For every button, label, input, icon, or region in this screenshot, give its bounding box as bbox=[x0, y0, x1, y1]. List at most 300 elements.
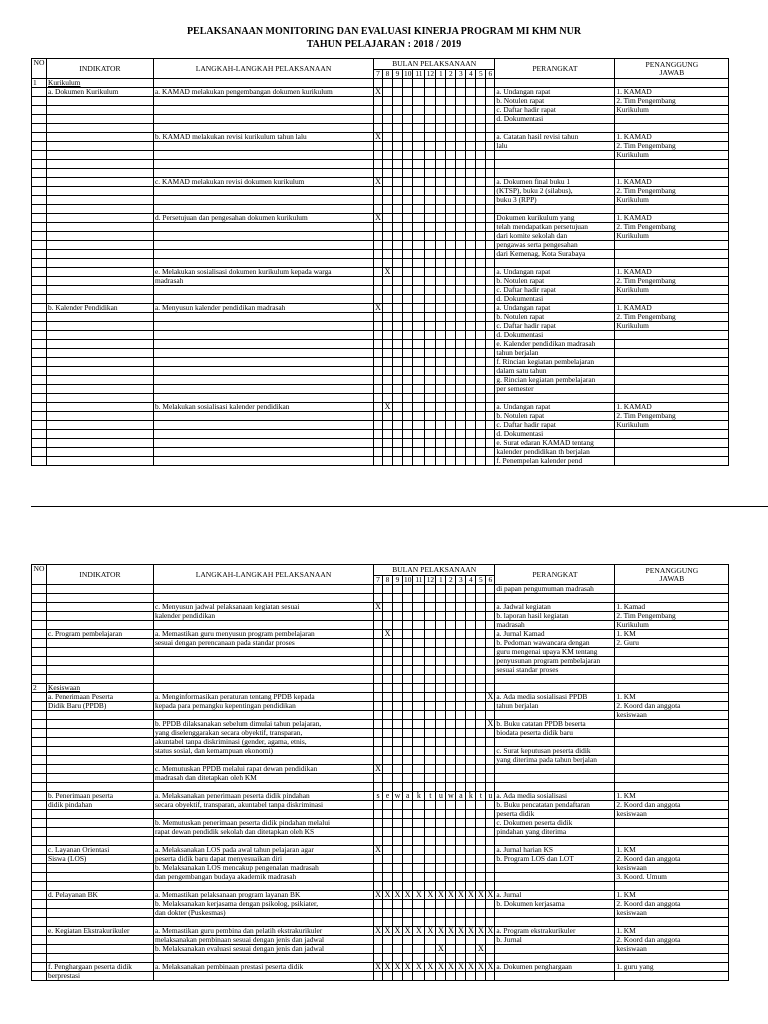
cell-perangkat bbox=[495, 873, 615, 882]
cell-month-mark bbox=[466, 810, 476, 819]
cell-penanggung-jawab bbox=[615, 729, 729, 738]
table-row bbox=[32, 882, 729, 891]
cell-month-mark bbox=[413, 612, 425, 621]
cell-month-mark bbox=[486, 259, 495, 268]
cell-month-mark bbox=[456, 882, 466, 891]
cell-month-mark bbox=[486, 801, 495, 810]
cell-month-mark bbox=[383, 151, 393, 160]
cell-month-mark bbox=[476, 765, 486, 774]
cell-month-mark bbox=[466, 187, 476, 196]
cell-month-mark bbox=[466, 286, 476, 295]
cell-langkah: b. Melaksanakan LOS mencakup pengenalan madrasah bbox=[154, 864, 374, 873]
cell-month-mark bbox=[425, 277, 436, 286]
cell-month-mark bbox=[446, 430, 456, 439]
cell-month-mark bbox=[466, 268, 476, 277]
cell-month-mark bbox=[456, 873, 466, 882]
cell-month-mark bbox=[393, 702, 403, 711]
cell-month-mark: X bbox=[476, 891, 486, 900]
cell-langkah bbox=[154, 585, 374, 594]
cell-month-mark bbox=[456, 349, 466, 358]
cell-month-mark bbox=[383, 88, 393, 97]
cell-month-mark bbox=[393, 909, 403, 918]
cell-month-mark bbox=[403, 124, 413, 133]
header-month: 8 bbox=[383, 576, 393, 585]
cell-month-mark bbox=[486, 954, 495, 963]
cell-month-mark bbox=[403, 214, 413, 223]
table-row bbox=[32, 828, 729, 837]
cell-month-mark bbox=[383, 954, 393, 963]
cell-month-mark bbox=[476, 412, 486, 421]
cell-month-mark bbox=[393, 205, 403, 214]
cell-month-mark bbox=[425, 882, 436, 891]
table-row bbox=[32, 594, 729, 603]
header-no: NO bbox=[32, 59, 47, 79]
cell-perangkat: b. Dokumen kerjasama bbox=[495, 900, 615, 909]
cell-month-mark bbox=[393, 846, 403, 855]
cell-month-mark bbox=[436, 115, 446, 124]
cell-langkah bbox=[154, 837, 374, 846]
cell-month-mark bbox=[403, 873, 413, 882]
cell-month-mark bbox=[425, 909, 436, 918]
cell-month-mark bbox=[413, 259, 425, 268]
cell-month-mark: X bbox=[425, 927, 436, 936]
cell-month-mark bbox=[456, 801, 466, 810]
cell-langkah bbox=[154, 259, 374, 268]
cell-month-mark bbox=[403, 241, 413, 250]
cell-month-mark bbox=[456, 268, 466, 277]
cell-month-mark bbox=[374, 151, 383, 160]
cell-month-mark: X bbox=[413, 963, 425, 972]
cell-no bbox=[32, 918, 47, 927]
cell-penanggung-jawab bbox=[615, 819, 729, 828]
cell-month-mark bbox=[383, 639, 393, 648]
cell-month-mark bbox=[486, 196, 495, 205]
cell-month-mark bbox=[374, 412, 383, 421]
cell-month-mark bbox=[446, 97, 456, 106]
cell-langkah bbox=[154, 594, 374, 603]
table-row bbox=[32, 837, 729, 846]
cell-month-mark bbox=[436, 594, 446, 603]
cell-month-mark bbox=[466, 855, 476, 864]
cell-month-mark bbox=[486, 783, 495, 792]
cell-month-mark bbox=[383, 972, 393, 981]
cell-month-mark bbox=[425, 133, 436, 142]
table-row bbox=[32, 684, 729, 693]
cell-month-mark bbox=[476, 367, 486, 376]
cell-month-mark bbox=[446, 855, 456, 864]
table-row bbox=[32, 918, 729, 927]
cell-month-mark bbox=[393, 124, 403, 133]
cell-month-mark: w bbox=[393, 792, 403, 801]
cell-month-mark bbox=[374, 376, 383, 385]
cell-month-mark bbox=[413, 819, 425, 828]
cell-penanggung-jawab: 1. KAMAD bbox=[615, 178, 729, 187]
cell-perangkat bbox=[495, 160, 615, 169]
cell-perangkat: a. Undangan rapat bbox=[495, 268, 615, 277]
cell-indikator bbox=[47, 711, 154, 720]
cell-month-mark bbox=[403, 639, 413, 648]
cell-month-mark: t bbox=[476, 792, 486, 801]
cell-month-mark bbox=[383, 756, 393, 765]
cell-langkah bbox=[154, 286, 374, 295]
cell-month-mark bbox=[393, 430, 403, 439]
cell-no bbox=[32, 358, 47, 367]
cell-month-mark bbox=[393, 648, 403, 657]
cell-month-mark bbox=[476, 936, 486, 945]
cell-month-mark bbox=[476, 639, 486, 648]
cell-indikator bbox=[47, 403, 154, 412]
cell-month-mark bbox=[393, 403, 403, 412]
cell-month-mark bbox=[374, 639, 383, 648]
cell-month-mark bbox=[425, 900, 436, 909]
cell-month-mark bbox=[425, 439, 436, 448]
table-row bbox=[32, 972, 729, 981]
cell-month-mark: X bbox=[375, 177, 381, 186]
cell-month-mark bbox=[476, 277, 486, 286]
cell-penanggung-jawab bbox=[615, 684, 729, 693]
cell-penanggung-jawab: 2. Tim Pengembang bbox=[615, 97, 729, 106]
cell-month-mark bbox=[456, 765, 466, 774]
cell-indikator: e. Kegiatan Ekstrakurikuler bbox=[47, 927, 154, 936]
cell-month-mark bbox=[403, 738, 413, 747]
cell-month-mark bbox=[486, 846, 495, 855]
cell-month-mark bbox=[436, 693, 446, 702]
cell-month-mark bbox=[446, 729, 456, 738]
cell-month-mark bbox=[476, 666, 486, 675]
cell-month-mark bbox=[413, 873, 425, 882]
cell-penanggung-jawab bbox=[615, 205, 729, 214]
cell-month-mark bbox=[425, 936, 436, 945]
table-row bbox=[32, 666, 729, 675]
cell-month-mark bbox=[425, 457, 436, 466]
cell-month-mark bbox=[413, 774, 425, 783]
cell-perangkat bbox=[495, 909, 615, 918]
cell-perangkat: g. Rincian kegiatan pembelajaran bbox=[495, 376, 615, 385]
cell-month-mark bbox=[456, 621, 466, 630]
cell-month-mark bbox=[403, 412, 413, 421]
cell-indikator bbox=[47, 115, 154, 124]
cell-month-mark bbox=[476, 738, 486, 747]
cell-no bbox=[32, 169, 47, 178]
cell-month-mark bbox=[425, 594, 436, 603]
cell-month-mark bbox=[403, 97, 413, 106]
cell-month-mark bbox=[436, 358, 446, 367]
cell-penanggung-jawab bbox=[615, 666, 729, 675]
cell-no bbox=[32, 160, 47, 169]
cell-indikator: didik pindahan bbox=[47, 801, 154, 810]
cell-month-mark bbox=[383, 412, 393, 421]
cell-month-mark bbox=[446, 268, 456, 277]
cell-penanggung-jawab bbox=[615, 747, 729, 756]
cell-month-mark bbox=[393, 837, 403, 846]
cell-month-mark bbox=[425, 124, 436, 133]
cell-month-mark bbox=[374, 205, 383, 214]
cell-month-mark bbox=[403, 819, 413, 828]
table-row bbox=[32, 457, 729, 466]
cell-no bbox=[32, 403, 47, 412]
cell-no bbox=[32, 963, 47, 972]
cell-perangkat: a. Undangan rapat bbox=[495, 304, 615, 313]
cell-month-mark bbox=[446, 412, 456, 421]
cell-perangkat: a. Jadwal kegiatan bbox=[495, 603, 615, 612]
cell-month-mark bbox=[393, 729, 403, 738]
cell-month-mark bbox=[446, 594, 456, 603]
cell-month-mark bbox=[403, 259, 413, 268]
cell-month-mark bbox=[413, 250, 425, 259]
cell-month-mark bbox=[413, 810, 425, 819]
cell-perangkat: penyusunan program pembelajaran bbox=[495, 657, 615, 666]
cell-month-mark bbox=[436, 430, 446, 439]
cell-no bbox=[32, 340, 47, 349]
cell-month-mark bbox=[413, 702, 425, 711]
cell-month-mark bbox=[374, 720, 383, 729]
cell-month-mark bbox=[403, 603, 413, 612]
cell-no bbox=[32, 259, 47, 268]
cell-month-mark bbox=[446, 765, 456, 774]
cell-month-mark: X bbox=[436, 927, 446, 936]
cell-month-mark bbox=[436, 340, 446, 349]
cell-month-mark bbox=[413, 918, 425, 927]
cell-perangkat: b. Buku pencatatan pendaftaran bbox=[495, 801, 615, 810]
cell-month-mark bbox=[383, 765, 393, 774]
cell-month-mark bbox=[466, 349, 476, 358]
cell-month-mark bbox=[486, 331, 495, 340]
cell-month-mark bbox=[466, 322, 476, 331]
cell-month-mark bbox=[446, 819, 456, 828]
cell-month-mark bbox=[393, 448, 403, 457]
cell-month-mark bbox=[374, 331, 383, 340]
cell-month-mark bbox=[446, 648, 456, 657]
cell-month-mark bbox=[403, 376, 413, 385]
cell-indikator bbox=[47, 729, 154, 738]
cell-no bbox=[32, 792, 47, 801]
cell-month-mark bbox=[456, 900, 466, 909]
cell-month-mark bbox=[383, 430, 393, 439]
cell-no bbox=[32, 972, 47, 981]
cell-month-mark bbox=[425, 106, 436, 115]
cell-indikator bbox=[47, 241, 154, 250]
cell-month-mark bbox=[374, 358, 383, 367]
cell-month-mark bbox=[456, 819, 466, 828]
cell-month-mark bbox=[374, 918, 383, 927]
cell-indikator bbox=[47, 250, 154, 259]
cell-month-mark bbox=[374, 385, 383, 394]
cell-penanggung-jawab bbox=[615, 160, 729, 169]
cell-no bbox=[32, 196, 47, 205]
cell-month-mark bbox=[436, 900, 446, 909]
cell-month-mark bbox=[486, 612, 495, 621]
cell-month-mark bbox=[436, 882, 446, 891]
table-row bbox=[32, 963, 729, 972]
cell-month-mark bbox=[476, 882, 486, 891]
cell-month-mark bbox=[466, 367, 476, 376]
cell-month-mark bbox=[456, 774, 466, 783]
cell-month-mark bbox=[403, 918, 413, 927]
cell-no bbox=[32, 367, 47, 376]
cell-month-mark bbox=[466, 79, 476, 88]
header-langkah: LANGKAH-LANGKAH PELAKSANAAN bbox=[154, 59, 374, 79]
cell-month-mark bbox=[466, 864, 476, 873]
cell-month-mark bbox=[413, 268, 425, 277]
cell-month-mark bbox=[403, 684, 413, 693]
cell-month-mark bbox=[476, 241, 486, 250]
cell-no bbox=[32, 603, 47, 612]
cell-month-mark bbox=[476, 648, 486, 657]
cell-indikator bbox=[47, 765, 154, 774]
cell-month-mark bbox=[486, 268, 495, 277]
cell-month-mark bbox=[476, 828, 486, 837]
header-month: 4 bbox=[466, 576, 476, 585]
cell-month-mark bbox=[466, 954, 476, 963]
cell-month-mark bbox=[413, 169, 425, 178]
table-row bbox=[32, 286, 729, 295]
cell-month-mark bbox=[393, 286, 403, 295]
cell-month-mark bbox=[413, 430, 425, 439]
cell-month-mark bbox=[413, 711, 425, 720]
cell-month-mark bbox=[425, 430, 436, 439]
cell-month-mark bbox=[403, 322, 413, 331]
cell-month-mark bbox=[446, 367, 456, 376]
cell-month-mark bbox=[425, 810, 436, 819]
cell-indikator: Kesiswaan bbox=[47, 684, 154, 693]
cell-month-mark bbox=[486, 882, 495, 891]
cell-month-mark bbox=[425, 259, 436, 268]
cell-month-mark bbox=[413, 603, 425, 612]
cell-month-mark bbox=[446, 421, 456, 430]
cell-month-mark bbox=[486, 810, 495, 819]
cell-month-mark bbox=[374, 783, 383, 792]
cell-month-mark bbox=[393, 241, 403, 250]
cell-month-mark bbox=[466, 711, 476, 720]
cell-month-mark bbox=[446, 945, 456, 954]
cell-perangkat bbox=[495, 882, 615, 891]
cell-month-mark bbox=[466, 972, 476, 981]
cell-month-mark bbox=[456, 909, 466, 918]
cell-penanggung-jawab: Kurikulum bbox=[615, 151, 729, 160]
cell-month-mark bbox=[436, 729, 446, 738]
cell-no bbox=[32, 115, 47, 124]
cell-month-mark bbox=[403, 250, 413, 259]
cell-month-mark bbox=[425, 675, 436, 684]
cell-indikator bbox=[47, 178, 154, 187]
cell-month-mark: e bbox=[383, 792, 393, 801]
cell-indikator bbox=[47, 412, 154, 421]
cell-month-mark bbox=[374, 801, 383, 810]
cell-no bbox=[32, 747, 47, 756]
cell-no bbox=[32, 630, 47, 639]
cell-month-mark bbox=[466, 421, 476, 430]
cell-month-mark bbox=[436, 187, 446, 196]
cell-langkah bbox=[154, 241, 374, 250]
cell-month-mark bbox=[425, 774, 436, 783]
table-row bbox=[32, 675, 729, 684]
cell-month-mark bbox=[466, 936, 476, 945]
cell-penanggung-jawab bbox=[615, 385, 729, 394]
cell-month-mark bbox=[393, 250, 403, 259]
cell-month-mark bbox=[436, 259, 446, 268]
cell-month-mark bbox=[383, 79, 393, 88]
cell-month-mark bbox=[476, 864, 486, 873]
cell-month-mark: X bbox=[375, 213, 381, 222]
cell-month-mark bbox=[476, 124, 486, 133]
table-row bbox=[32, 603, 729, 612]
monitoring-table-1 bbox=[31, 58, 729, 466]
cell-month-mark bbox=[456, 286, 466, 295]
table-row bbox=[32, 421, 729, 430]
cell-perangkat: guru mengenai upaya KM tentang bbox=[495, 648, 615, 657]
cell-month-mark bbox=[374, 241, 383, 250]
cell-month-mark bbox=[436, 241, 446, 250]
cell-month-mark bbox=[403, 358, 413, 367]
table-row bbox=[32, 792, 729, 801]
cell-month-mark bbox=[403, 385, 413, 394]
cell-month-mark bbox=[486, 322, 495, 331]
cell-month-mark bbox=[466, 918, 476, 927]
cell-no bbox=[32, 124, 47, 133]
cell-month-mark bbox=[436, 585, 446, 594]
cell-month-mark bbox=[393, 349, 403, 358]
cell-month-mark bbox=[436, 648, 446, 657]
cell-month-mark bbox=[486, 295, 495, 304]
cell-month-mark bbox=[456, 196, 466, 205]
cell-month-mark bbox=[413, 277, 425, 286]
cell-month-mark: X bbox=[375, 132, 381, 141]
cell-month-mark: X bbox=[425, 891, 436, 900]
cell-langkah bbox=[154, 205, 374, 214]
cell-penanggung-jawab: 2. Koord dan anggota bbox=[615, 801, 729, 810]
cell-month-mark bbox=[436, 855, 446, 864]
cell-month-mark bbox=[446, 936, 456, 945]
cell-month-mark bbox=[393, 603, 403, 612]
cell-indikator bbox=[47, 603, 154, 612]
cell-month-mark bbox=[383, 864, 393, 873]
cell-month-mark bbox=[413, 340, 425, 349]
cell-month-mark bbox=[383, 855, 393, 864]
header-month: 9 bbox=[393, 70, 403, 79]
table-row bbox=[32, 151, 729, 160]
cell-month-mark bbox=[436, 801, 446, 810]
table-row bbox=[32, 250, 729, 259]
cell-no bbox=[32, 295, 47, 304]
table-row bbox=[32, 106, 729, 115]
cell-month-mark bbox=[446, 79, 456, 88]
header-month: 7 bbox=[374, 576, 383, 585]
cell-month-mark bbox=[436, 747, 446, 756]
cell-no bbox=[32, 774, 47, 783]
cell-perangkat: a. Ada media sosialisasi bbox=[495, 792, 615, 801]
cell-month-mark bbox=[486, 178, 495, 187]
cell-month-mark bbox=[466, 232, 476, 241]
cell-month-mark bbox=[436, 196, 446, 205]
cell-month-mark bbox=[436, 873, 446, 882]
cell-penanggung-jawab bbox=[615, 828, 729, 837]
cell-perangkat: d. Dokumentasi bbox=[495, 430, 615, 439]
cell-month-mark bbox=[383, 277, 393, 286]
cell-month-mark bbox=[403, 936, 413, 945]
cell-month-mark bbox=[403, 855, 413, 864]
cell-month-mark bbox=[476, 457, 486, 466]
cell-penanggung-jawab: 1. KM bbox=[615, 891, 729, 900]
cell-month-mark bbox=[393, 621, 403, 630]
cell-langkah: a. Memastikan guru menyusun program pembelajaran bbox=[154, 630, 374, 639]
cell-month-mark bbox=[456, 259, 466, 268]
cell-month-mark bbox=[393, 304, 403, 313]
cell-penanggung-jawab: 1. KM bbox=[615, 630, 729, 639]
cell-langkah bbox=[154, 115, 374, 124]
cell-month-mark bbox=[413, 394, 425, 403]
cell-no bbox=[32, 97, 47, 106]
table-row bbox=[32, 738, 729, 747]
